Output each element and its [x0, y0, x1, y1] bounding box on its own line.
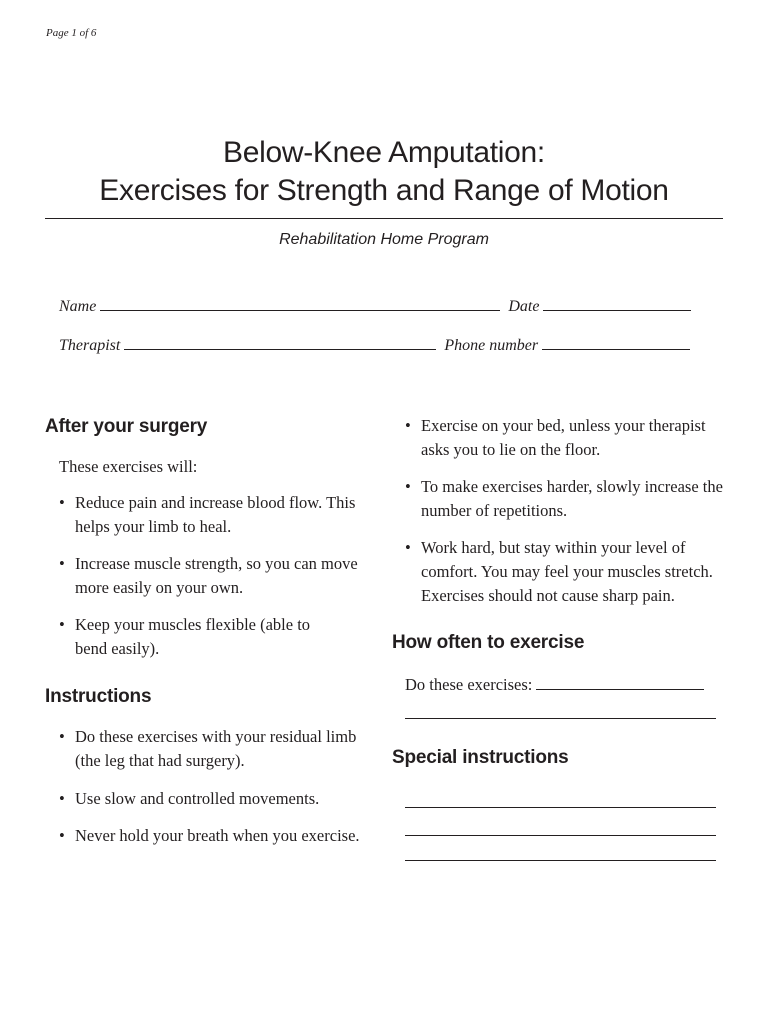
- after-surgery-intro: These exercises will:: [59, 457, 198, 476]
- bullet-icon: •: [405, 477, 411, 496]
- bullet-icon: •: [59, 615, 65, 634]
- date-label: Date: [508, 298, 540, 315]
- instructions-heading: Instructions: [45, 686, 152, 707]
- list-item: • Increase muscle strength, so you can move more easily on your own.: [59, 554, 358, 597]
- document-subtitle: Rehabilitation Home Program: [279, 231, 489, 248]
- title-divider: [45, 218, 723, 219]
- bullet-icon: •: [59, 727, 65, 746]
- bullet-icon: •: [405, 538, 411, 557]
- therapist-phone-row: [59, 335, 719, 355]
- general-tips-list: [405, 414, 730, 608]
- bullet-icon: •: [59, 493, 65, 512]
- instructions-list: [59, 725, 379, 848]
- list-item: • Exercise on your bed, unless your therapist asks you to lie on the floor.: [405, 416, 706, 459]
- list-item: • Reduce pain and increase blood flow. This helps your limb to heal.: [59, 493, 356, 536]
- bullet-icon: •: [59, 826, 65, 845]
- how-often-row: [405, 673, 704, 697]
- list-item: • To make exercises harder, slowly increase the number of repetitions.: [405, 477, 723, 520]
- how-often-label: Do these exercises:: [405, 675, 533, 694]
- name-label: Name: [59, 298, 97, 315]
- bullet-icon: •: [405, 416, 411, 435]
- name-field[interactable]: [100, 296, 500, 311]
- list-item: • Keep your muscles flexible (able to bend easily).: [59, 615, 311, 658]
- after-surgery-list: [59, 491, 379, 661]
- phone-label: Phone number: [444, 337, 539, 354]
- page-number: Page 1 of 6: [46, 27, 97, 39]
- bullet-icon: •: [59, 789, 65, 808]
- therapist-label: Therapist: [59, 337, 121, 354]
- list-item: • Do these exercises with your residual limb (the leg that had surgery).: [59, 727, 357, 770]
- special-instructions-line-3[interactable]: [405, 860, 716, 861]
- list-item: • Use slow and controlled movements.: [59, 787, 379, 811]
- document-title-line-1: Below-Knee Amputation:: [223, 136, 545, 169]
- phone-field[interactable]: [542, 335, 690, 350]
- therapist-field[interactable]: [124, 335, 436, 350]
- special-instructions-line-2[interactable]: [405, 835, 716, 836]
- name-date-row: [59, 296, 719, 316]
- list-item: • Never hold your breath when you exercise.: [59, 824, 379, 848]
- after-surgery-heading: After your surgery: [45, 416, 208, 437]
- bullet-icon: •: [59, 554, 65, 573]
- how-often-field[interactable]: [536, 675, 704, 690]
- date-field[interactable]: [543, 296, 691, 311]
- how-often-heading: How often to exercise: [392, 632, 585, 653]
- special-instructions-line-1[interactable]: [405, 807, 716, 808]
- list-item: • Work hard, but stay within your level of comfort. You may feel your muscles stretch. Exercises should not cause sharp pain.: [405, 538, 713, 605]
- special-instructions-heading: Special instructions: [392, 747, 569, 768]
- how-often-field-line-2[interactable]: [405, 718, 716, 719]
- document-title-line-2: Exercises for Strength and Range of Motion: [99, 174, 669, 207]
